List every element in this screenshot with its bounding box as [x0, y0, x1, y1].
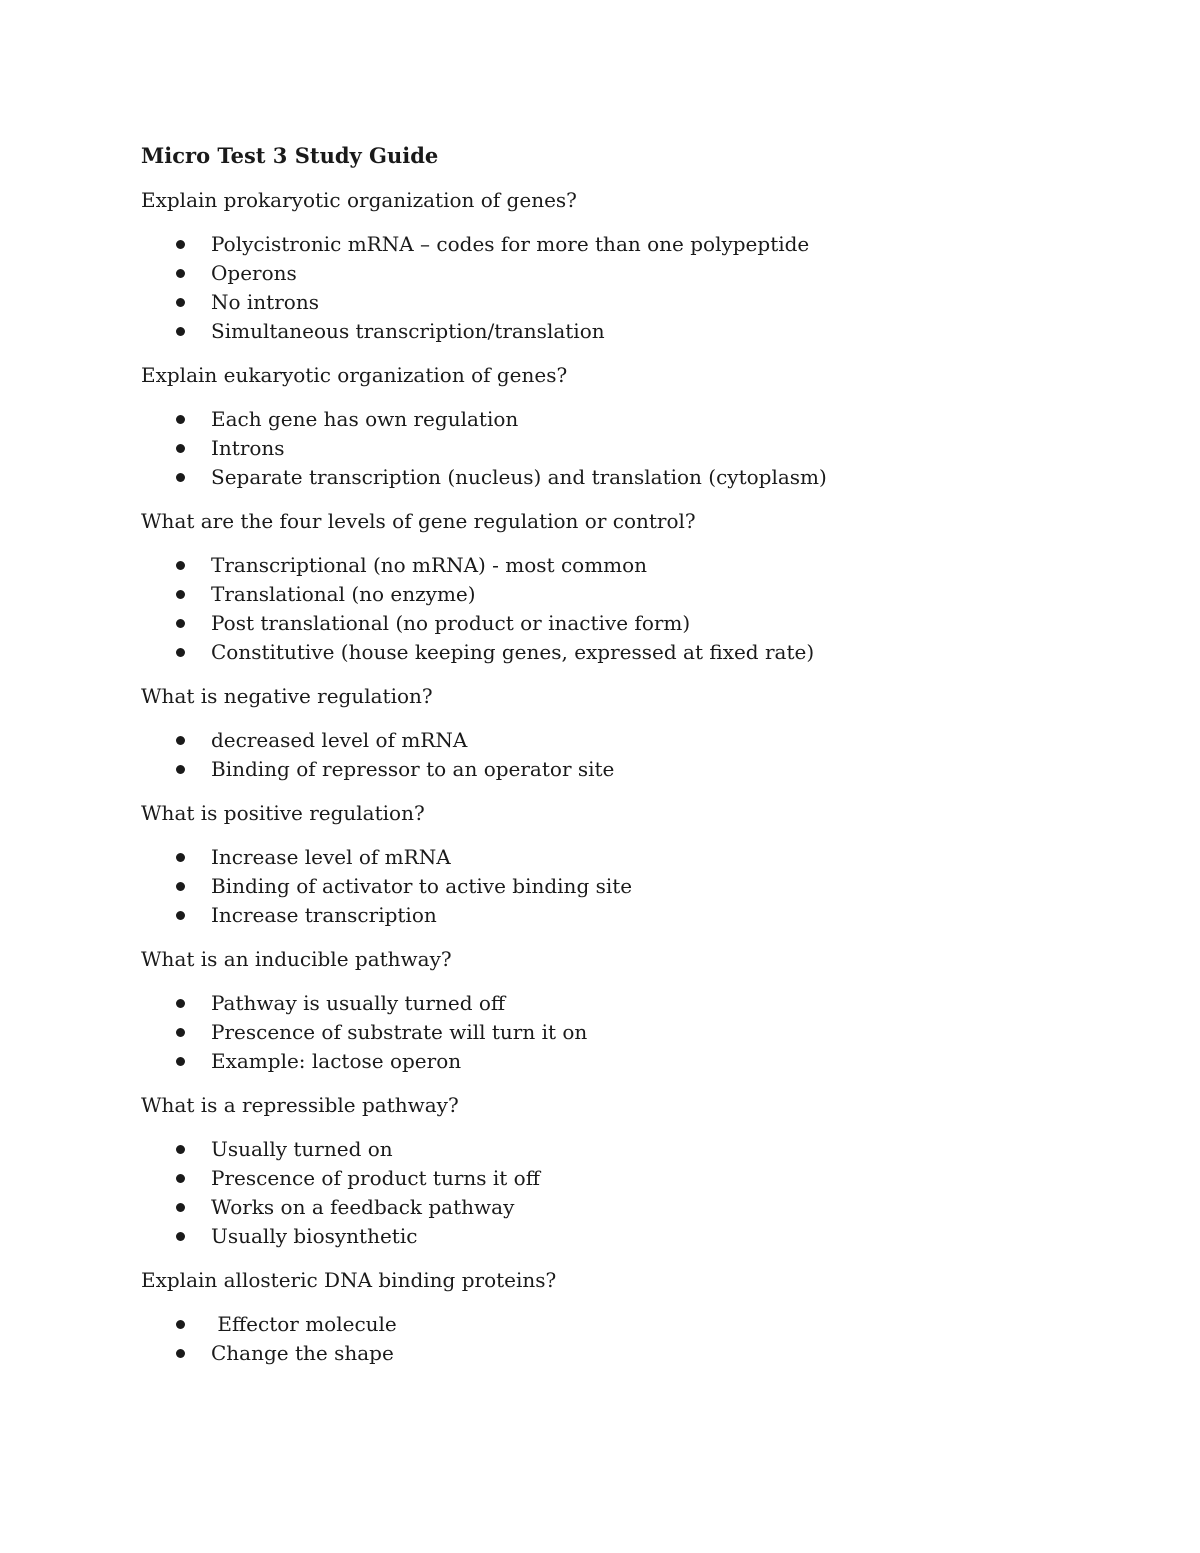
bullet-dot-icon	[176, 853, 185, 862]
bullet-list	[141, 1135, 1121, 1251]
bullet-item	[141, 434, 1121, 463]
bullet-dot-icon	[176, 590, 185, 599]
bullet-item	[141, 580, 1121, 609]
bullet-dot-icon	[176, 444, 185, 453]
bullet-dot-icon	[176, 269, 185, 278]
bullet-list	[141, 726, 1121, 784]
bullet-item	[141, 230, 1121, 259]
question-section	[141, 799, 1121, 930]
bullet-item	[141, 259, 1121, 288]
question-section	[141, 945, 1121, 1076]
bullet-dot-icon	[176, 1057, 185, 1066]
question-heading: Explain allosteric DNA binding proteins?	[141, 1268, 557, 1292]
bullet-text: Prescence of substrate will turn it on	[211, 1020, 588, 1044]
bullet-item	[141, 1193, 1121, 1222]
bullet-text: Pathway is usually turned off	[211, 991, 506, 1015]
bullet-item	[141, 1339, 1121, 1368]
bullet-text: Each gene has own regulation	[211, 407, 519, 431]
bullet-text: Increase transcription	[211, 903, 437, 927]
bullet-list	[141, 843, 1121, 930]
bullet-item	[141, 609, 1121, 638]
bullet-dot-icon	[176, 1174, 185, 1183]
bullet-text: Post translational (no product or inactive form)	[211, 611, 691, 635]
bullet-text: Simultaneous transcription/translation	[211, 319, 605, 343]
bullet-list	[141, 551, 1121, 667]
question-section	[141, 1091, 1121, 1251]
bullet-dot-icon	[176, 1145, 185, 1154]
bullet-text: Binding of repressor to an operator site	[211, 757, 615, 781]
bullet-text: Constitutive (house keeping genes, expressed at fixed rate)	[211, 640, 815, 664]
question-section	[141, 507, 1121, 667]
bullet-text: decreased level of mRNA	[211, 728, 468, 752]
bullet-item	[141, 638, 1121, 667]
bullet-text: Example: lactose operon	[211, 1049, 462, 1073]
bullet-item	[141, 463, 1121, 492]
bullet-list	[141, 405, 1121, 492]
bullet-dot-icon	[176, 765, 185, 774]
bullet-dot-icon	[176, 1232, 185, 1241]
bullet-text: Prescence of product turns it off	[211, 1166, 540, 1190]
document-title: Micro Test 3 Study Guide	[141, 143, 439, 168]
bullet-dot-icon	[176, 911, 185, 920]
question-heading: What is an inducible pathway?	[141, 947, 452, 971]
bullet-dot-icon	[176, 736, 185, 745]
study-guide-content	[141, 186, 1121, 1383]
bullet-dot-icon	[176, 1349, 185, 1358]
bullet-item	[141, 901, 1121, 930]
bullet-item	[141, 1164, 1121, 1193]
bullet-text: Translational (no enzyme)	[211, 582, 476, 606]
bullet-text: Change the shape	[211, 1341, 394, 1365]
bullet-item	[141, 726, 1121, 755]
bullet-dot-icon	[176, 327, 185, 336]
bullet-item	[141, 1135, 1121, 1164]
bullet-dot-icon	[176, 1320, 185, 1329]
bullet-item	[141, 288, 1121, 317]
bullet-dot-icon	[176, 1203, 185, 1212]
question-heading: What is negative regulation?	[141, 684, 433, 708]
bullet-text: Effector molecule	[211, 1312, 397, 1336]
question-heading: What are the four levels of gene regulation or control?	[141, 509, 696, 533]
question-heading: What is a repressible pathway?	[141, 1093, 459, 1117]
bullet-item	[141, 1047, 1121, 1076]
bullet-text: Separate transcription (nucleus) and translation (cytoplasm)	[211, 465, 827, 489]
bullet-dot-icon	[176, 298, 185, 307]
bullet-dot-icon	[176, 882, 185, 891]
bullet-list	[141, 989, 1121, 1076]
bullet-dot-icon	[176, 240, 185, 249]
bullet-list	[141, 230, 1121, 346]
bullet-dot-icon	[176, 473, 185, 482]
bullet-item	[141, 1018, 1121, 1047]
bullet-text: Operons	[211, 261, 297, 285]
bullet-item	[141, 317, 1121, 346]
bullet-item	[141, 551, 1121, 580]
bullet-item	[141, 405, 1121, 434]
question-section	[141, 186, 1121, 346]
bullet-dot-icon	[176, 415, 185, 424]
bullet-text: Usually turned on	[211, 1137, 393, 1161]
question-heading: Explain eukaryotic organization of genes?	[141, 363, 568, 387]
bullet-item	[141, 755, 1121, 784]
bullet-item	[141, 1310, 1121, 1339]
bullet-dot-icon	[176, 648, 185, 657]
bullet-item	[141, 843, 1121, 872]
bullet-text: Binding of activator to active binding site	[211, 874, 633, 898]
bullet-dot-icon	[176, 1028, 185, 1037]
question-heading: What is positive regulation?	[141, 801, 425, 825]
question-heading: Explain prokaryotic organization of genes?	[141, 188, 577, 212]
bullet-text: No introns	[211, 290, 319, 314]
bullet-text: Transcriptional (no mRNA) - most common	[211, 553, 648, 577]
bullet-dot-icon	[176, 561, 185, 570]
bullet-dot-icon	[176, 999, 185, 1008]
bullet-text: Increase level of mRNA	[211, 845, 451, 869]
bullet-text: Works on a feedback pathway	[211, 1195, 515, 1219]
bullet-text: Polycistronic mRNA – codes for more than one polypeptide	[211, 232, 810, 256]
bullet-text: Usually biosynthetic	[211, 1224, 418, 1248]
question-section	[141, 682, 1121, 784]
bullet-item	[141, 872, 1121, 901]
bullet-dot-icon	[176, 619, 185, 628]
question-section	[141, 1266, 1121, 1368]
bullet-text: Introns	[211, 436, 285, 460]
bullet-item	[141, 989, 1121, 1018]
bullet-item	[141, 1222, 1121, 1251]
question-section	[141, 361, 1121, 492]
bullet-list	[141, 1310, 1121, 1368]
